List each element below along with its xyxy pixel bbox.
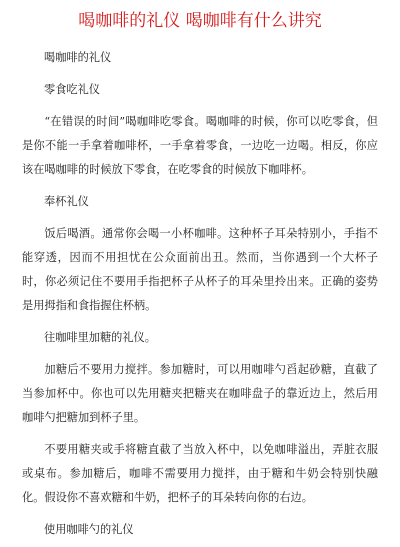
section-heading-spoon: 使用咖啡勺的礼仪 [44, 523, 134, 536]
section-heading-etiquette: 喝咖啡的礼仪 [44, 51, 112, 64]
paragraph-sugar-2: 不要用糖夹或手将糖直截了当放入杯中，以免咖啡溢出，弄脏衣服或桌布。参加糖后，咖啡不需要用力搅拌，由于糖和牛奶会特别快融化。假设你不喜欢糖和牛奶，把杯子的耳朵转向你的右边。 [22, 443, 378, 504]
document-title: 喝咖啡的礼仪 喝咖啡有什么讲究 [78, 11, 322, 31]
paragraph-cup: 饭后喝酒。通常你会喝一小杯咖啡。这种杯子耳朵特别小，手指不能穿透，因而不用担忧在公众面前出丑。然而，当你遇到一个大杯子时，你必须记住不要用手指把杯子从杯子的耳朵里拎出来。正确的姿势是用拇指和食指握住杯柄。 [22, 227, 378, 312]
paragraph-sugar-1: 加糖后不要用力搅拌。参加糖时，可以用咖啡勺舀起砂糖，直截了当参加杯中。你也可以先用糖夹把糖夹在咖啡盘子的靠近边上，然后用咖啡勺把糖加到杯子里。 [22, 363, 378, 424]
section-heading-cup: 奉杯礼仪 [44, 195, 89, 208]
section-heading-sugar: 往咖啡里加糖的礼仪。 [44, 331, 156, 344]
section-heading-snacks: 零食吃礼仪 [44, 83, 100, 96]
paragraph-snacks: “在错误的时间”喝咖啡吃零食。喝咖啡的时候，你可以吃零食，但是你不能一手拿着咖啡杯，一手拿着零食，一边吃一边喝。相反，你应该在喝咖啡的时候放下零食，在吃零食的时候放下咖啡杯。 [22, 115, 378, 176]
